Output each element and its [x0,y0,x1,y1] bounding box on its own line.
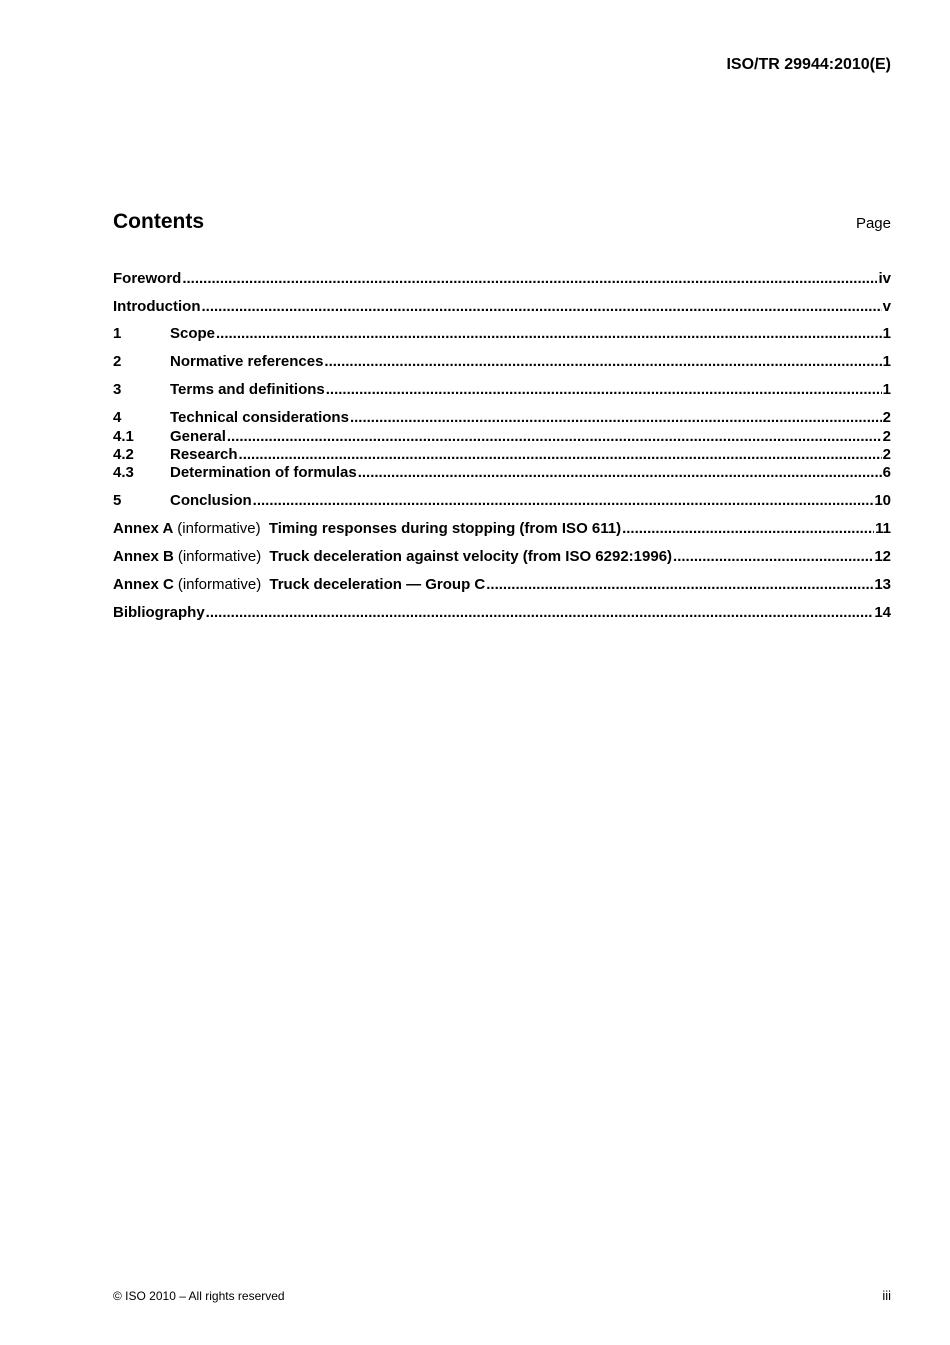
toc-entry-annex-b[interactable] [113,548,891,566]
toc-entry-page: 13 [874,576,891,593]
toc-entry-page: 11 [875,520,891,537]
toc-leader-dots [358,464,882,482]
toc-entry-page: iv [878,270,891,287]
annex-title: Truck deceleration — Group C [269,576,486,593]
toc-entry-terms-and-definitions[interactable] [113,381,891,399]
toc-entry-determination-of-formulas[interactable] [113,464,891,482]
toc-entry-foreword[interactable] [113,270,891,288]
toc-leader-dots [239,446,882,464]
annex-title: Timing responses during stopping (from ISO 611) [268,520,622,537]
footer-page-number: iii [882,1288,891,1303]
toc-entry-number: 3 [113,381,122,398]
toc-entry-title [113,520,621,538]
toc-entry-title [113,576,485,594]
toc-entry-introduction[interactable] [113,298,891,316]
toc-entry-general[interactable] [113,428,891,446]
toc-leader-dots [486,576,873,594]
toc-entry-title: Normative references [170,353,324,370]
annex-label: Annex B [113,548,174,565]
toc-entry-number: 4.1 [113,428,134,445]
page-column-label: Page [855,215,891,232]
toc-leader-dots [227,428,882,446]
toc-leader-dots [216,325,882,343]
toc-entry-title: Terms and definitions [170,381,325,398]
toc-entry-title: General [170,428,226,445]
toc-entry-normative-references[interactable] [113,353,891,371]
toc-entry-technical-considerations[interactable] [113,409,891,427]
toc-entry-page: v [882,298,891,315]
toc-entry-title: Determination of formulas [170,464,357,481]
toc-entry-scope[interactable] [113,325,891,343]
toc-entry-page: 2 [882,428,891,445]
toc-entry-bibliography[interactable] [113,604,891,622]
annex-label: Annex A [113,520,174,537]
toc-leader-dots [673,548,873,566]
toc-entry-page: 2 [882,446,891,463]
annex-label: Annex C [113,576,174,593]
toc-entry-page: 1 [882,381,891,398]
annex-type: (informative) [177,520,261,537]
toc-entry-annex-a[interactable] [113,520,891,538]
toc-entry-title: Research [170,446,238,463]
toc-entry-number: 4.2 [113,446,134,463]
annex-title: Truck deceleration against velocity (from ISO 6292:1996) [269,548,673,565]
toc-entry-title: Bibliography [113,604,205,621]
document-id: ISO/TR 29944:2010(E) [726,56,891,73]
footer-copyright: © ISO 2010 – All rights reserved [113,1289,285,1303]
toc-leader-dots [253,492,874,510]
toc-entry-page: 12 [874,548,891,565]
toc-entry-page: 14 [874,604,891,621]
toc-entry-title: Foreword [113,270,182,287]
toc-leader-dots [206,604,874,622]
annex-type: (informative) [177,576,262,593]
toc-leader-dots [182,270,877,288]
toc-entry-number: 1 [113,325,122,342]
toc-leader-dots [324,353,881,371]
toc-entry-title: Scope [170,325,216,342]
toc-leader-dots [622,520,874,538]
toc-entry-page: 2 [882,409,891,426]
toc-entry-number: 2 [113,353,122,370]
toc-entry-research[interactable] [113,446,891,464]
toc-entry-title [113,548,672,566]
toc-entry-conclusion[interactable] [113,492,891,510]
contents-heading: Contents [113,210,204,233]
toc-entry-number: 4 [113,409,122,426]
toc-entry-annex-c[interactable] [113,576,891,594]
toc-entry-number: 4.3 [113,464,134,481]
annex-type: (informative) [177,548,262,565]
toc-entry-number: 5 [113,492,122,509]
toc-entry-page: 10 [874,492,891,509]
toc-entry-page: 1 [882,325,891,342]
toc-entry-title: Technical considerations [170,409,349,426]
toc-entry-page: 1 [882,353,891,370]
toc-entry-title: Conclusion [170,492,252,509]
toc-leader-dots [350,409,882,427]
toc-leader-dots [201,298,881,316]
toc-entry-page: 6 [882,464,891,481]
toc-entry-title: Introduction [113,298,201,315]
toc-leader-dots [326,381,882,399]
